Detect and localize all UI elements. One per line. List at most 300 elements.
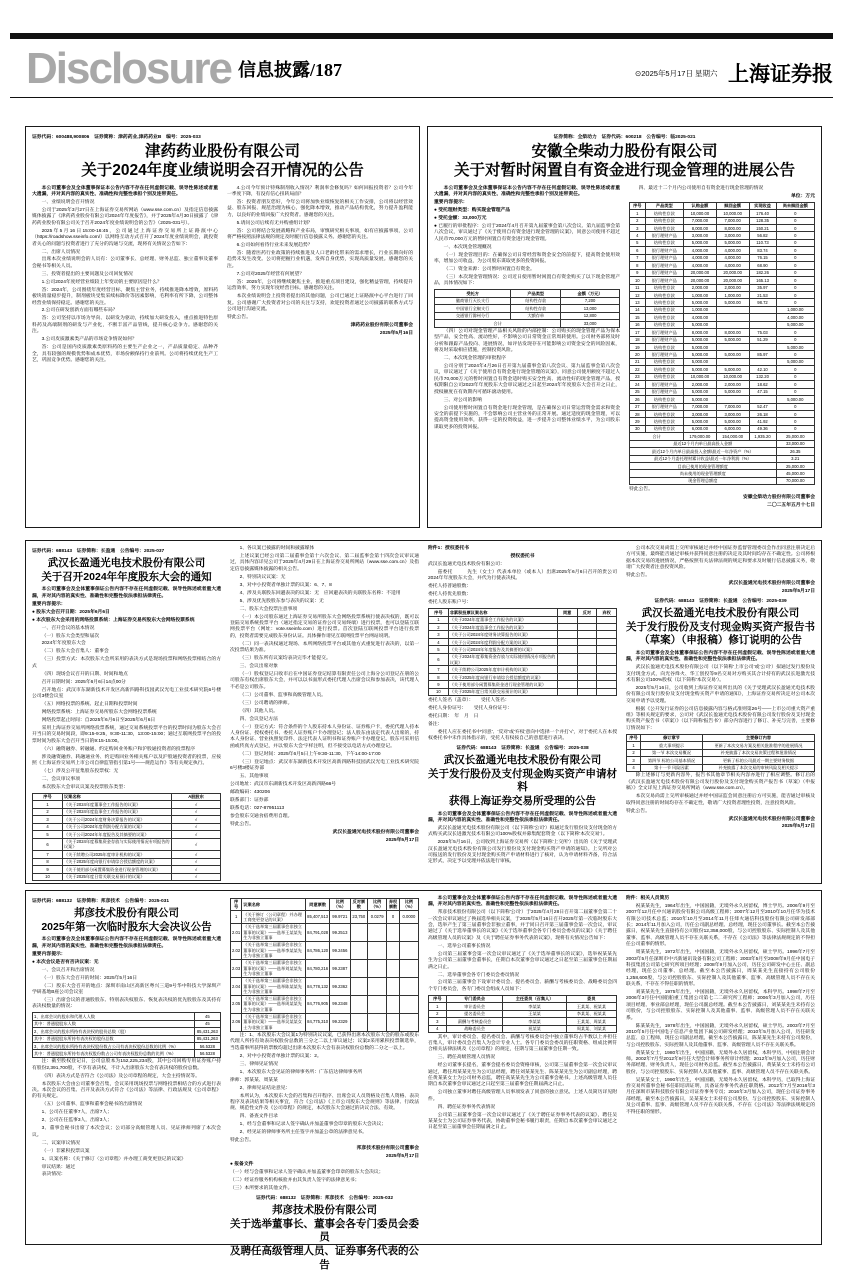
table-cell: 结构性存款 [645, 358, 683, 365]
paragraph: 四、最近十二个月内公司使用自有资金进行现金管理的情况 [638, 185, 764, 191]
paragraph: 二、本次现金管理的审批程序 [443, 356, 506, 362]
table-cell: 56.5328 [194, 1042, 220, 1049]
table-row [429, 1025, 617, 1032]
paragraph: 武汉长盈通光电技术股份有限公司： [428, 561, 505, 567]
table-cell: 6 [630, 247, 646, 254]
paragraph: 联系电话：027-87951113 [230, 805, 285, 811]
table-cell: 薪酬与考核委员会 [446, 1018, 503, 1025]
title-line: 武汉长盈通光电技术股份有限公司 [443, 753, 602, 766]
table-cell [577, 631, 597, 638]
table-cell: √ [172, 808, 221, 815]
paragraph: （三）股东所有议案均表决完毕才能提交。 [239, 655, 331, 661]
table-cell: 0 [776, 225, 814, 232]
articles-bangyan [25, 890, 822, 1271]
table-cell: 最近12个月内单日最高投入金额/最近一年净资产（%） [630, 448, 777, 455]
table-cell: 3,000.00 [684, 232, 717, 239]
paragraph: 委托人持优先股数： [428, 592, 472, 598]
table-cell: 《关于2024年度募集资金存放与实际使用情况专项报告的议案》 [449, 654, 556, 665]
table-cell: 2 [33, 808, 63, 815]
table-cell: 结构性存款 [645, 299, 683, 306]
paragraph: 2、对中小投资者单独计票的议案：2。 [239, 1053, 322, 1059]
table-cell: 2 [429, 624, 449, 631]
paragraph: 答：投资者朋友您好，今年公司将加快业绩恢复的相关工作安排，公司将以经营效益、股东回报、规范治理为核心，强化降本增效，推动产品结构优化，努力提升盈利能力，以良好的业绩回报广大投资者。感谢您的关注。 [227, 200, 413, 218]
stock-code-line: 证券代码：688143 证券简称：长盈通 公告编号：2025-039 [654, 599, 787, 604]
paragraph: 本公司董事会及全体董事保证本公告内容不存在任何虚假记载、误导性陈述或者重大遗漏，并对其内容的真实性、准确性和完整性承担个别及连带责任。 [32, 185, 218, 198]
table-row [429, 995, 617, 1002]
table-cell: 结构性存款 [645, 344, 683, 351]
table-cell: 2、出席会议的股东所持有表决权的股份总数（股） [33, 1028, 195, 1035]
paragraph: 2025年5月17日 [781, 589, 815, 595]
table-cell: 4,000.00 [716, 254, 749, 261]
table-cell [387, 995, 400, 1013]
table-row [429, 646, 617, 653]
table-cell: 2 [627, 749, 641, 756]
table-cell: 10,000.00 [716, 210, 749, 217]
section-title [238, 56, 342, 82]
table-cell: 5,000.00 [776, 358, 814, 365]
table-cell: 银行理财产品 [645, 262, 683, 269]
table-row [231, 941, 419, 959]
table-cell: 《关于选举第三届董事会非独立董事的议案》——选举吴某某女士为非独立董事 [242, 1013, 306, 1031]
table-header-cell: 序号 [33, 793, 63, 800]
table-row [429, 681, 617, 688]
table-row [231, 898, 419, 911]
table-cell [577, 646, 597, 653]
table-row [627, 749, 815, 756]
table-row [231, 977, 419, 995]
paragraph: 2025年5月17日 [385, 837, 419, 843]
table-row [231, 995, 419, 1013]
table-row [435, 320, 620, 327]
table-header-cell: 序号 [630, 202, 646, 209]
table-cell: 2,000.00 [716, 284, 749, 291]
paragraph: 2、律师见证结论意见： [239, 1085, 291, 1091]
table-cell: 2.02 [231, 941, 242, 959]
table-cell: 《关于2024年度监事会工作报告的议案》 [448, 624, 557, 631]
table-cell [557, 616, 577, 623]
table-row [33, 1050, 221, 1057]
table-row [429, 673, 617, 680]
table-row [630, 440, 815, 447]
table-row [33, 808, 221, 815]
title-line: 邦彦技术股份有限公司 [272, 1203, 377, 1216]
article-column [434, 186, 620, 576]
title-line: 关于选举董事长、董事会各专门委员会委员 [230, 1217, 419, 1244]
table-cell: 第四节 标的公司基本情况 [641, 757, 703, 764]
table-cell: 41.92 [749, 418, 776, 425]
table-cell [399, 1013, 418, 1031]
title-line: 安徽全柴动力股份有限公司 [531, 143, 718, 160]
title-line: 津药药业股份有限公司 [144, 143, 300, 160]
table-cell: 4,000.00 [716, 262, 749, 269]
table-header-cell: 主要修订内容 [702, 734, 814, 741]
table-cell: 1,000.00 [684, 306, 717, 313]
table-cell: 8 [33, 858, 63, 865]
paragraph: 答：公司将结合发展战略和产业布局，审慎研究相关事项，如有应披露事项，公司将严格按照法律法规的规定及时履行信息披露义务。感谢您的关注。 [227, 228, 413, 241]
paragraph: ● 已履行的审批程序：公司于2024年4月召开第九届董事会第八次会议、第九届监事会第八次会议，审议通过了《关于使用自有资金进行现金管理的议案》，同意公司使用不超过人民币70,000万元的暂时闲置自有资金进行现金管理。 [434, 224, 620, 242]
table-cell [597, 673, 617, 680]
table-cell: 9 [429, 681, 449, 688]
paragraph: 本公司董事会及全体董事保证公告内容不存在任何虚假记载、误导性陈述或者重大遗漏，并对其内容的真实性、准确性和完整性依法承担法律责任。 [428, 896, 617, 908]
paragraph: 6.公司如何看待行业未来发展趋势？ [236, 243, 313, 249]
paragraph: 武汉长盈通光电技术股份有限公司董事会 [728, 816, 815, 822]
table-cell: 51.29 [749, 336, 776, 343]
table-cell: 《关于选举第三届董事会非独立董事的议案》——选举王某某先生为非独立董事 [242, 923, 306, 941]
table-cell: 银行理财产品 [645, 254, 683, 261]
table-cell [557, 673, 577, 680]
table-cell: 4 [33, 823, 63, 830]
table-cell: 56.5328 [194, 1050, 220, 1057]
table-cell: 4,000.00 [684, 247, 717, 254]
table-row [630, 247, 815, 254]
table-cell [577, 666, 597, 673]
article-title [32, 557, 221, 584]
table-cell: 8 [630, 262, 646, 269]
table-cell: 10,000.00 [684, 373, 717, 380]
table-row [630, 344, 815, 351]
table-cell: 99.2348 [330, 995, 350, 1013]
paragraph: 4.公司今年预计特殊制剂收入情况？利润率会修复吗？如何回报投资者？公司今年一季度下降，有没有信心扭转局面？ [227, 185, 413, 198]
paragraph: 特此公告。 [230, 821, 254, 827]
paragraph: （二）资金来源：公司暂时闲置自有资金。 [443, 267, 535, 273]
article-title [428, 754, 617, 809]
table-row [429, 1010, 617, 1017]
paragraph: （二）经证券服务机构核验并由其负责人签字的法律意见书； [230, 1178, 360, 1184]
table-cell: 银行理财产品 [645, 269, 683, 276]
table-row [33, 801, 221, 808]
table-cell: 33,000 [561, 320, 620, 327]
table-row [231, 959, 419, 977]
table-row [429, 666, 617, 673]
table-header-cell: 弃权 [597, 609, 617, 616]
table-cell [577, 616, 597, 623]
title-line: 2025年第一次临时股东大会决议公告 [41, 920, 212, 933]
paragraph: （一）股东大会召开的时间：2025年5月16日 [41, 975, 138, 981]
table-cell [557, 638, 577, 645]
table-cell: 《关于续聘公司2025年度审计机构的议案》 [448, 666, 557, 673]
table-cell: 《关于2025年度向银行申请综合授信额度的议案》 [448, 673, 557, 680]
table-cell [597, 631, 617, 638]
stock-code-line: 证券代码：688143 证券简称：长盈通 公告编号：2025-038 [456, 745, 589, 751]
table-cell: 《关于选举第三届董事会非独立董事的议案》——选举陈某某先生为非独立董事 [242, 977, 306, 995]
table-cell: 26.35 [776, 448, 814, 455]
table-cell: 85,431,263 [194, 1035, 220, 1042]
table-cell [350, 1013, 368, 1031]
table-cell: 182.26 [749, 269, 776, 276]
table-cell: 《关于2024年度监事会工作报告的议案》 [62, 808, 171, 815]
table-cell: 0 [776, 381, 814, 388]
table-cell: 祝某某 [503, 1025, 566, 1032]
title-line: 及聘任高级管理人员、证券事务代表的公告 [230, 1244, 419, 1271]
table-cell [597, 646, 617, 653]
table-cell: 结构性存款 [645, 396, 683, 403]
table-cell: 26.18 [749, 410, 776, 417]
table-row [429, 1018, 617, 1025]
table-cell: 第十一节 风险因素 [641, 764, 703, 771]
table-cell: 7,200 [561, 297, 620, 304]
table-cell: 14 [630, 306, 646, 313]
paragraph: 根据《公开发行证券的公司信息披露内容与格式准则第26号——上市公司重大资产重组》等相关规定的要求，公司对《武汉长盈通光电技术股份有限公司发行股份及支付现金购买资产报告书（草案）》（以下简称'报告书'）部分内容进行了修订、补充与完善，主要修订情况如下： [626, 706, 815, 731]
cash-product-table [434, 289, 620, 327]
table-cell: 132.20 [749, 373, 776, 380]
table-cell: 战略委员会 [446, 1025, 503, 1032]
table-header-cell: 赎回金额 [716, 202, 749, 209]
table-row [630, 210, 815, 217]
table-cell: 《关于2024年度董事会工作报告的议案》 [62, 801, 171, 808]
table-row [33, 1020, 221, 1027]
disclosure-logo: Disclosure [26, 44, 231, 93]
table-cell: 2,000.00 [716, 381, 749, 388]
table-cell: 结构性存款 [645, 410, 683, 417]
table-cell: 20,000.00 [684, 277, 717, 284]
article-column [428, 896, 617, 1239]
table-cell [399, 923, 418, 941]
table-cell: 20,000.00 [684, 269, 717, 276]
paragraph: 委托人股东账户号： [428, 600, 472, 606]
article-column [32, 186, 218, 576]
paragraph: 答：公司坚持以市场为导向、以研发为驱动，持续加大研发投入，重点推进特色原料药及高端制剂的研发与产业化，不断丰富产品管线，提升核心竞争力。感谢您的关注。 [32, 316, 218, 335]
table-cell [597, 666, 617, 673]
table-cell: 银行理财产品 [645, 336, 683, 343]
table-cell: 12 [630, 291, 646, 298]
table-cell: 21 [630, 358, 646, 365]
paragraph: （一）登记方式：符合条件的个人股东持本人身份证、证券账户卡，委托代理人持本人身份证、授权委托书、委托人证券账户卡办理登记；法人股东由法定代表人出席的，持本人身份证、营业执照复印件、法定代表人证明书和证券账户卡办理登记。股东可采用信函或传真方式登记，并以'股东大会'字样注明，但不接受以电话方式办理登记。 [230, 724, 419, 749]
table-cell: 52.47 [749, 403, 776, 410]
table-header-cell: 序号 [429, 995, 447, 1002]
paragraph: ● 报备文件 [230, 1162, 254, 1168]
table-cell: 165.13 [749, 277, 776, 284]
issue-date: ⊙2025年5月17日 星期六 [634, 68, 718, 78]
paragraph: 参会股东交通食宿费用自理。 [230, 813, 293, 819]
paragraph: 2、公司在任监事3人，出席3人； [41, 1118, 112, 1124]
table-cell: 0 [776, 336, 814, 343]
table-cell: 结构性存款 [645, 366, 683, 373]
table-row [630, 277, 815, 284]
paragraph: 二〇二五年五月十七日 [767, 502, 815, 508]
paragraph: （三）出席会议的普通股股东、特别表决权股东、恢复表决权的优先股股东及其持有表决权数量的情况： [32, 997, 221, 1010]
table-cell: 5,000.00 [776, 321, 814, 328]
table-cell [387, 941, 400, 959]
paragraph: （二）登记时间：2025年6月5日上午9:30-11:30，下午14:00-17:00 [239, 751, 381, 757]
table-cell: 4 [627, 764, 641, 771]
table-cell: √ [172, 851, 221, 858]
table-cell: 3 [429, 1018, 447, 1025]
table-cell: 6,000.00 [716, 425, 749, 432]
table-cell: 13 [630, 299, 646, 306]
table-cell [350, 959, 368, 977]
table-cell: 5,000.00 [716, 239, 749, 246]
table-cell: 0 [776, 284, 814, 291]
table-row [33, 823, 221, 830]
table-cell: 47.15 [749, 388, 776, 395]
table-cell: 4 [429, 638, 449, 645]
table-row [630, 217, 815, 224]
cash-management-12m-table [629, 202, 815, 486]
table-cell: 3 [630, 225, 646, 232]
table-cell: 0 [776, 210, 814, 217]
paragraph: （四）公司对现金管理产品相关风险的内部控制：公司购买的现金管理产品为保本型产品，安全性高、流动性好，不影响公司日常资金正常周转使用。公司财务部将及时分析和跟踪产品投向、进展情况，如评估发现存在可能影响公司资金安全的风险因素，将及时采取相应措施，控制投资风险。 [434, 329, 620, 354]
paragraph: 黄某某女士，1980年出生，中国国籍，无境外永久居留权，本科学历，中国注册会计师。2002年7月至2012年9月任大型会计师事务所审计经理；2012年9月加入公司，历任财务部经理、财务负责人，现任公司财务总监。截至本公告披露日，黄某某女士未持有公司股份，与公司控股股东、实际控制人及其他董事、监事、高级管理人员不存在关联关系。 [626, 1050, 815, 1075]
table-cell: 0 [776, 277, 814, 284]
table-cell: 结构性存款 [645, 373, 683, 380]
paragraph: 一、会议召开和出席情况 [41, 967, 95, 973]
title-line: 关于发行股份及支付现金购买资产报告书 [626, 620, 815, 633]
table-cell: 银行理财产品 [645, 277, 683, 284]
title-line: 获得上海证券交易所受理的公告 [449, 794, 596, 807]
article-column [629, 186, 815, 576]
table-cell: 更新了本次交易方案及相关批准程序的进展情况 [702, 742, 814, 749]
table-cell: 8,000.00 [684, 225, 717, 232]
paragraph: （二）股东大会召开的地点：深圳市南山区高新区粤兴三道9号华中科技大学深圳产学研基地B座公司会议室 [32, 983, 221, 995]
table-cell [577, 638, 597, 645]
paragraph: 委托人持普通股数： [428, 584, 472, 590]
table-cell: 7 [33, 851, 63, 858]
table-row [630, 291, 815, 298]
table-row [429, 624, 617, 631]
paragraph: 武汉长盈通光电技术股份有限公司董事会 [728, 581, 815, 587]
paragraph: 1、各议案已披露的时间和披露媒体 [239, 546, 315, 551]
agm-proposal-table [32, 793, 221, 881]
article-column [626, 896, 815, 1239]
table-cell: 5,000.00 [684, 396, 717, 403]
table-cell: 7 [630, 254, 646, 261]
paragraph: 2、经见证的律师事务所主任签字并加盖公章的法律意见书。 [239, 1130, 367, 1136]
table-cell: 10 [33, 873, 63, 880]
table-row [33, 831, 221, 838]
table-cell [716, 321, 749, 328]
table-cell: 现金管理总额度 [630, 477, 777, 484]
table-cell: 5,000.00 [684, 418, 717, 425]
table-row [630, 262, 815, 269]
table-header-cell: 修订章节 [641, 734, 703, 741]
table-header-cell: 比例（%） [368, 898, 387, 911]
table-header-cell: 弃权票数 [387, 898, 400, 911]
table-cell: 10 [429, 688, 449, 695]
table-cell: 结构性存款 [645, 425, 683, 432]
table-cell: 《关于2024年度募集资金存放与实际使用情况专项报告的议案》 [63, 839, 170, 850]
table-row [33, 851, 221, 858]
paragraph: 本公司董事会及全体董事保证公告内容不存在任何虚假记载、误导性陈述或者重大遗漏，并对其内容的真实性、准确性和完整性依法承担法律责任。 [626, 650, 815, 663]
table-cell: 0 [776, 291, 814, 298]
table-cell: 3,000.00 [716, 232, 749, 239]
article-column [230, 896, 419, 1271]
stock-code-line: 证券简称：全柴动力 证券代码：600218 公告编号：临2025-021 [553, 135, 696, 140]
table-cell: 0 [776, 373, 814, 380]
table-cell: 84,775,310 [306, 1013, 330, 1031]
table-row [630, 470, 815, 477]
table-row [630, 232, 815, 239]
table-cell: 7 [429, 666, 449, 673]
table-cell: 9 [33, 866, 63, 873]
table-cell: 3.21 [776, 455, 814, 462]
table-cell: 25,000.00 [776, 433, 814, 440]
table-row [429, 638, 617, 645]
table-cell [557, 666, 577, 673]
table-cell [577, 653, 597, 666]
table-row [627, 764, 815, 771]
table-cell [597, 624, 617, 631]
article-title [626, 607, 815, 648]
table-cell: 7,000.00 [716, 217, 749, 224]
table-row [231, 1013, 419, 1031]
table-cell [749, 344, 776, 351]
table-row [630, 410, 815, 417]
table-row [231, 923, 419, 941]
table-cell [577, 681, 597, 688]
table-cell: 5,000.00 [716, 366, 749, 373]
table-cell: 4 [630, 232, 646, 239]
table-cell: 8,000.00 [684, 329, 717, 336]
table-cell [557, 653, 577, 666]
table-cell: 83.74 [749, 247, 776, 254]
table-cell: 3,000.00 [684, 410, 717, 417]
table-cell: 1 [429, 1003, 447, 1010]
paragraph: 三、对公司的影响 [443, 397, 482, 403]
paragraph: （三）投票方式：本次股东大会所采用的表决方式是现场投票和网络投票相结合的方式 [32, 657, 221, 669]
table-row [33, 793, 221, 800]
paragraph: 经公司董事长提名，董事会提名委员会资格审核，公司第三届董事会第一次会议审议通过，聘任周某某先生为公司总经理，聘任刘某某先生、陈某某先生为公司副总经理，聘任黄某某女士为公司财务总监，聘任高某某先生为公司董事会秘书。上述高级管理人员任期自本次董事会审议通过之日起至第三届董事会任期届满之日止。 [428, 1063, 617, 1088]
table-cell: 第一节 本次交易概况 [641, 749, 703, 756]
paragraph: （三）登记地点：武汉市东湖新技术开发区高新四路科技园武汉光电工业技术研究院6号楼3楼证券部 [230, 759, 419, 771]
table-header-cell: 金额（万元） [561, 290, 620, 297]
paragraph: 答：2024年，公司围绕年度经营目标，聚焦主营业务，持续推进降本增效，原料药板块销量稳步提升，制剂板块受集采续标降价等因素影响，毛利率有所下降，公司整体经营业绩保持稳定。感谢您的关注。 [32, 287, 218, 306]
table-cell: 5 [630, 239, 646, 246]
table-cell: 5,000.00 [716, 418, 749, 425]
table-row [630, 299, 815, 306]
table-row [435, 312, 620, 319]
table-cell: 7,000.00 [684, 217, 717, 224]
top-rule [10, 33, 833, 39]
table-cell: 《关于选举第三届董事会非独立董事的议案》——选举周某某先生为非独立董事 [242, 995, 306, 1013]
table-cell: 最近12个月委托理财累计收益/最近一年净利润（%） [630, 455, 777, 462]
table-cell: 85,431,263 [194, 1028, 220, 1035]
table-cell: 20 [630, 351, 646, 358]
stock-code-line: 证券代码：688132 证券简称：邦彦技术 公告编号：2025-031 [32, 899, 170, 904]
table-cell: 28 [630, 410, 646, 417]
table-cell [399, 995, 418, 1013]
paragraph: 附件1：授权委托书 [428, 546, 470, 551]
table-cell: 3 [33, 816, 63, 823]
paragraph: 答：随着医药行业政策的持续推进及人口老龄化带来的需求增长，行业长期向好的趋势未发生改变。公司将把握行业机遇，发挥自身优势，实现高质量发展。感谢您的关注。 [227, 251, 413, 269]
table-cell: 18.62 [749, 381, 776, 388]
table-cell: 12,800 [561, 312, 620, 319]
table-header-cell: 主任委员（召集人） [503, 995, 566, 1002]
table-cell: 0 [776, 410, 814, 417]
table-cell [368, 977, 387, 995]
paragraph: 四、备查文件目录 [239, 1114, 278, 1120]
article-column [230, 546, 419, 878]
table-cell: 1,935.20 [749, 433, 776, 440]
paragraph: 一、本次现金管理概况 [443, 244, 492, 250]
table-cell: 24 [630, 381, 646, 388]
paragraph: 答：公司是国内皮质激素类原料药的主要生产企业之一，产品质量稳定、品种齐全，具有较强的规模优势和成本优势，市场份额保持行业前列。公司将持续优化生产工艺，巩固竞争优势。感谢您的关注。 [32, 345, 218, 363]
paragraph: （六）融资融券、转融通、约定购回业务账户和沪股通投资者的投票程序 [41, 746, 196, 752]
table-row [33, 1035, 221, 1042]
masthead [10, 46, 833, 92]
paragraph: 武汉长盈通光电技术股份有限公司（以下简称'上市公司'或'公司'）拟通过发行股份及支付现金方式，向光谷烽火、华工创投等9名交易对方购买其合计持有的武汉长进激光技术有限公司100%股权（以下简称'本次交易'）。 [626, 665, 815, 684]
table-cell: 周某某、刘某某 [566, 1025, 616, 1032]
paragraph: 二、出席人员情况 [41, 249, 80, 255]
table-row [630, 403, 815, 410]
table-cell [557, 631, 577, 638]
paragraph: （四）现场会议召开的日期、时间和地点 [41, 671, 128, 677]
table-cell: 0 [387, 911, 400, 924]
table-row [429, 653, 617, 666]
paragraph: 本所认为，本次股东大会的召集和召开程序、出席会议人员资格及召集人资格、表决程序及表决结果等相关事宜，符合《公司法》《上市公司股东大会规则》等法律、行政法规、规范性文件及《公司章程》的规定，本次股东大会通过的决议合法、有效。 [230, 1093, 419, 1112]
table-header-cell: 序号 [627, 734, 641, 741]
table-cell: 22 [630, 366, 646, 373]
paragraph: 邦彦技术股份有限公司董事会 [356, 1146, 419, 1152]
